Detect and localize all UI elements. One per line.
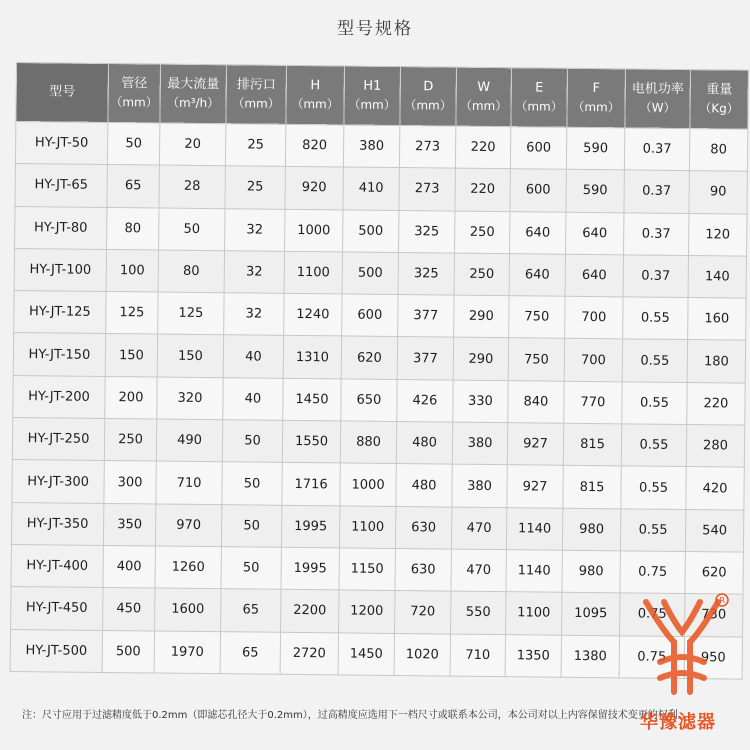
column-header: [511, 68, 568, 128]
table-cell: 0.55: [622, 382, 687, 425]
table-cell: 650: [341, 379, 397, 422]
table-cell: 380: [343, 125, 399, 168]
table-cell: 500: [342, 252, 398, 295]
model-cell: HY-JT-300: [12, 460, 104, 503]
table-cell: 590: [566, 127, 624, 170]
table-cell: 0.37: [624, 170, 689, 213]
table-cell: 32: [225, 208, 285, 251]
column-header-unit: （W）: [639, 100, 676, 115]
table-cell: 720: [395, 591, 451, 634]
table-cell: 0.37: [624, 212, 689, 255]
table-cell: 700: [565, 296, 623, 339]
model-cell: HY-JT-100: [14, 248, 106, 291]
table-cell: 50: [222, 420, 282, 463]
table-cell: 927: [507, 465, 563, 508]
table-cell: 750: [509, 296, 565, 339]
model-cell: HY-JT-80: [15, 206, 107, 249]
table-cell: 880: [340, 421, 396, 464]
table-cell: 1380: [561, 635, 619, 678]
table-cell: 700: [564, 339, 622, 382]
column-header: [690, 70, 749, 130]
column-header: [625, 69, 691, 129]
table-cell: 250: [454, 253, 509, 296]
table-cell: 140: [688, 255, 746, 298]
table-cell: 480: [396, 422, 452, 465]
table-cell: 1100: [284, 251, 342, 294]
table-cell: 600: [342, 294, 398, 337]
table-cell: 40: [223, 335, 283, 378]
table-cell: 426: [397, 379, 453, 422]
table-cell: 0.55: [623, 297, 688, 340]
column-header: [456, 67, 512, 127]
footnote: 注：尺寸应用于过滤精度低于0.2mm（即滤芯孔径大于0.2mm），过高精度应选用下一档尺寸或联系本公司，本公司对以上内容保留技术变更的权利。: [22, 710, 688, 721]
table-cell: 300: [104, 461, 156, 504]
table-cell: 1000: [285, 209, 343, 252]
model-cell: HY-JT-450: [11, 587, 103, 630]
column-header-label: F: [592, 81, 601, 97]
table-cell: 80: [107, 207, 159, 250]
column-header: [567, 68, 626, 128]
table-cell: 1716: [282, 463, 340, 506]
table-cell: 980: [562, 550, 620, 593]
table-cell: 770: [564, 381, 622, 424]
brand-logo-icon: [634, 592, 730, 702]
table-cell: 290: [454, 295, 509, 338]
table-cell: 0.75: [620, 593, 685, 636]
model-cell: HY-JT-50: [15, 122, 107, 165]
table-cell: 620: [341, 336, 397, 379]
model-cell: HY-JT-400: [11, 544, 103, 587]
table-cell: 0.37: [624, 128, 689, 171]
table-cell: 160: [688, 298, 746, 341]
table-cell: 410: [343, 167, 399, 210]
table-cell: 377: [397, 337, 453, 380]
table-cell: 250: [455, 211, 510, 254]
table-cell: 1140: [506, 507, 562, 550]
column-header-label: 排污口: [236, 77, 276, 93]
table-cell: 1260: [155, 546, 221, 589]
table-cell: 125: [106, 292, 158, 335]
model-cell: HY-JT-200: [13, 375, 105, 418]
svg-text:R: R: [719, 596, 726, 605]
table-cell: 25: [225, 124, 285, 167]
table-cell: 0.55: [621, 466, 686, 509]
column-header: [16, 63, 109, 123]
table-cell: 1000: [340, 463, 396, 506]
table-cell: 590: [566, 170, 624, 213]
table-cell: 820: [285, 124, 343, 167]
column-header-unit: （mm）: [110, 94, 158, 110]
column-header-label: D: [423, 79, 434, 95]
table-cell: 1100: [506, 592, 562, 635]
table-cell: 400: [103, 545, 155, 588]
table-cell: 750: [508, 338, 564, 381]
table-cell: 50: [221, 504, 281, 547]
table-cell: 32: [224, 293, 284, 336]
column-header-label: H: [310, 78, 321, 94]
table-cell: 490: [156, 419, 222, 462]
table-cell: 840: [508, 380, 564, 423]
table-cell: 1350: [505, 634, 561, 677]
table-cell: 1600: [155, 588, 221, 631]
table-cell: 620: [685, 552, 743, 595]
model-cell: HY-JT-125: [14, 291, 106, 334]
model-cell: HY-JT-250: [12, 418, 104, 461]
table-cell: 970: [155, 504, 221, 547]
table-cell: 50: [221, 547, 281, 590]
table-cell: 325: [399, 210, 455, 253]
column-header-label: E: [535, 80, 544, 96]
table-cell: 480: [396, 464, 452, 507]
table-cell: 640: [565, 254, 623, 297]
table-cell: 40: [223, 377, 283, 420]
column-header: [160, 64, 227, 124]
table-cell: 550: [451, 591, 506, 634]
table-cell: 220: [687, 382, 745, 425]
column-header-unit: （mm）: [291, 96, 339, 112]
table-cell: 120: [689, 213, 747, 256]
table-cell: 90: [689, 171, 747, 214]
table-cell: 150: [105, 334, 157, 377]
table-cell: 220: [455, 126, 510, 169]
table-cell: 220: [455, 168, 510, 211]
table-cell: 28: [159, 165, 225, 208]
table-cell: 710: [450, 634, 505, 677]
table-cell: 50: [107, 122, 159, 165]
brand-logo: [624, 592, 732, 734]
model-cell: HY-JT-500: [10, 629, 102, 672]
table-cell: 20: [159, 123, 225, 166]
table-cell: 0.55: [622, 339, 687, 382]
table-cell: 1240: [284, 294, 342, 337]
column-header-label: 电机功率: [631, 81, 684, 97]
table-cell: 920: [285, 167, 343, 210]
table-cell: 320: [157, 377, 223, 420]
table-cell: 0.55: [621, 424, 686, 467]
table-cell: 32: [224, 251, 284, 294]
table-cell: 380: [452, 464, 507, 507]
table-cell: 1140: [506, 550, 562, 593]
table-cell: 470: [451, 507, 506, 550]
table-cell: 1095: [562, 593, 620, 636]
column-header-unit: （mm）: [232, 96, 280, 111]
table-cell: 1970: [154, 631, 220, 674]
table-cell: 980: [562, 508, 620, 551]
table-cell: 1150: [339, 548, 395, 591]
table-header-row: [16, 63, 749, 130]
table-cell: 273: [399, 168, 455, 211]
table-cell: 125: [158, 292, 224, 335]
column-header: [108, 63, 161, 123]
table-cell: 927: [507, 423, 563, 466]
table-cell: 2200: [281, 590, 339, 633]
table-cell: 1550: [282, 420, 340, 463]
column-header-unit: （mm）: [515, 99, 563, 114]
column-header: [400, 67, 457, 127]
table-cell: 640: [510, 211, 566, 254]
table-cell: 640: [566, 212, 624, 255]
table-cell: 500: [343, 210, 399, 253]
table-cell: 280: [686, 425, 744, 468]
column-header-label: 型号: [49, 84, 76, 100]
table-cell: 377: [398, 295, 454, 338]
table-cell: 1100: [339, 506, 395, 549]
table-cell: 470: [451, 549, 506, 592]
table-cell: 380: [452, 422, 507, 465]
table-cell: 1310: [283, 336, 341, 379]
column-header-unit: （mm）: [348, 97, 396, 112]
table-cell: 815: [563, 423, 621, 466]
table-cell: 273: [399, 126, 455, 169]
table-cell: 65: [220, 631, 280, 674]
table-cell: 350: [103, 503, 155, 546]
table-cell: 600: [510, 127, 566, 170]
table-cell: 630: [395, 506, 451, 549]
table-cell: 180: [687, 340, 745, 383]
table-cell: 200: [105, 376, 157, 419]
table-cell: 1995: [281, 547, 339, 590]
table-cell: 2720: [280, 632, 338, 675]
table-cell: 325: [398, 252, 454, 295]
column-header-label: 重量: [706, 82, 733, 98]
table-cell: 290: [453, 338, 508, 381]
table-cell: 815: [563, 466, 621, 509]
table-cell: 1020: [394, 633, 450, 676]
column-header-unit: （Kg）: [699, 101, 739, 116]
column-header: [344, 66, 401, 126]
table-cell: 1200: [339, 590, 395, 633]
model-cell: HY-JT-350: [11, 502, 103, 545]
table-cell: 150: [157, 334, 223, 377]
column-header-label: H1: [363, 78, 382, 94]
column-header-unit: （mm）: [459, 98, 508, 114]
table-cell: 250: [104, 419, 156, 462]
table-cell: 730: [685, 594, 743, 637]
table-cell: 1450: [283, 378, 341, 421]
table-cell: 1450: [338, 632, 394, 675]
table-cell: 600: [510, 169, 566, 212]
table-cell: 50: [159, 208, 225, 251]
table-cell: 0.75: [620, 551, 685, 594]
table-cell: 450: [103, 588, 155, 631]
column-header-unit: （mm）: [404, 98, 452, 113]
column-header-label: 管径: [121, 76, 148, 92]
column-header-unit: （mm）: [572, 99, 620, 115]
model-cell: HY-JT-150: [13, 333, 105, 376]
table-cell: 500: [102, 630, 154, 673]
table-cell: 540: [685, 509, 743, 552]
table-cell: 950: [684, 636, 742, 679]
table-cell: 0.55: [620, 509, 685, 552]
table-cell: 25: [225, 166, 285, 209]
table-cell: 330: [453, 380, 508, 423]
table-cell: 0.75: [619, 635, 684, 678]
column-header-label: W: [477, 79, 491, 95]
table-cell: 65: [221, 589, 281, 632]
table-cell: 640: [509, 254, 565, 297]
table-cell: 710: [156, 461, 222, 504]
table-cell: 80: [689, 129, 747, 172]
table-cell: 630: [395, 548, 451, 591]
brand-logo-text: 华豫滤器: [640, 712, 716, 733]
table-cell: 0.37: [623, 255, 688, 298]
column-header-unit: （m³/h）: [166, 95, 220, 111]
column-header-label: 最大流量: [167, 76, 220, 93]
column-header: [286, 65, 345, 125]
model-cell: HY-JT-65: [15, 164, 107, 207]
column-header: [226, 65, 287, 125]
table-cell: 65: [107, 165, 159, 208]
table-cell: 1995: [281, 505, 339, 548]
table-cell: 420: [686, 467, 744, 510]
spec-table: [10, 62, 749, 680]
table-cell: 80: [158, 250, 224, 293]
page-title: 型号规格: [337, 19, 413, 39]
table-cell: 100: [106, 249, 158, 292]
table-cell: 50: [222, 462, 282, 505]
